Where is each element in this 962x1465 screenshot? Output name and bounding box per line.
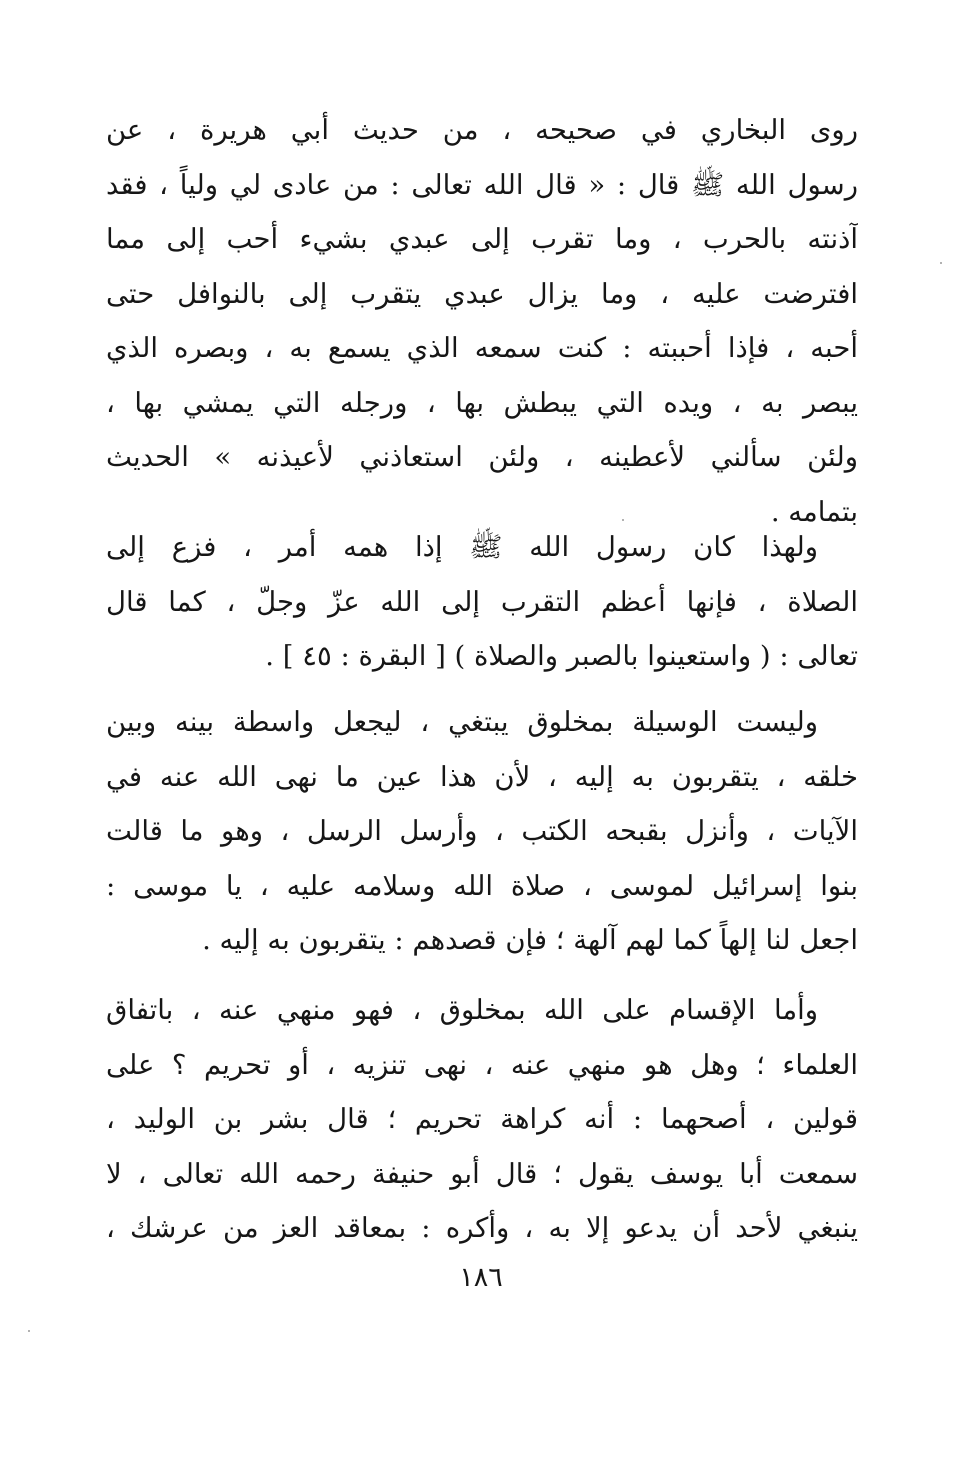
scan-speck — [940, 262, 942, 264]
text-line: ولهذا كان رسول الله ﷺ إذا همه أمر ، فزع إلى — [106, 531, 818, 563]
text-line: وليست الوسيلة بمخلوق يبتغي ، ليجعل واسطة بينه وبين — [106, 706, 818, 738]
text-line: بتمامه . — [770, 495, 858, 528]
paragraph-prayer — [106, 520, 858, 684]
text-line: ولئن سألني لأعطينه ، ولئن استعاذني لأعيذنه » الحديث — [106, 441, 858, 473]
page-number: ١٨٦ — [459, 1262, 503, 1293]
text-line: ينبغي لأحد أن يدعو إلا به ، وأكره : بمعاقد العز من عرشك ، — [106, 1212, 858, 1244]
text-line: يبصر به ، ويده التي يبطش بها ، ورجله التي يمشي بها ، — [106, 386, 858, 419]
text-line: روى البخاري في صحيحه ، من حديث أبي هريرة ، عن — [106, 114, 858, 146]
text-line: وأما الإقسام على الله بمخلوق ، فهو منهي عنه ، باتفاق — [106, 994, 818, 1026]
paragraph-wasila — [106, 695, 858, 968]
text-line: أحبه ، فإذا أحببته : كنت سمعه الذي يسمع به ، وبصره الذي — [106, 332, 858, 364]
paragraph-bukhari-hadith — [106, 103, 858, 539]
text-line: آذنته بالحرب ، وما تقرب إلى عبدي بشيء أحب إلى مما — [106, 223, 858, 255]
text-line: تعالى : ( واستعينوا بالصبر والصلاة ) [ البقرة : ٤٥ ] . — [265, 640, 858, 672]
text-line: بنوا إسرائيل لموسى ، صلاة الله وسلامه عليه ، يا موسى : — [106, 869, 858, 902]
text-line: سمعت أبا يوسف يقول ؛ قال أبو حنيفة رحمه الله تعالى ، لا — [106, 1157, 858, 1190]
text-line: الصلاة ، فإنها أعظم التقرب إلى الله عزّ وجلّ ، كما قال — [106, 585, 858, 618]
text-line: رسول الله ﷺ قال : « قال الله تعالى : من عادى لي ولياً ، فقد — [106, 168, 858, 201]
text-line: اجعل لنا إلهاً كما لهم آلهة ؛ فإن قصدهم : يتقربون به إليه . — [202, 924, 858, 956]
scan-speck — [622, 519, 624, 521]
scan-speck — [28, 1330, 30, 1332]
text-line: العلماء ؛ وهل هو منهي عنه ، نهى تنزيه ، أو تحريم ؟ على — [106, 1048, 858, 1081]
text-line: افترضت عليه ، وما يزال عبدي يتقرب إلى بالنوافل حتى — [106, 277, 858, 310]
paragraph-iqsam — [106, 983, 858, 1256]
text-line: الآيات ، وأنزل بقبحه الكتب ، وأرسل الرسل ، وهو ما قالت — [106, 815, 858, 847]
text-line: قولين ، أصحهما : أنه كراهة تحريم ؛ قال بشر بن الوليد ، — [106, 1103, 858, 1135]
text-line: خلقه ، يتقربون به إليه ، لأن هذا عين ما نهى الله عنه في — [106, 760, 858, 793]
